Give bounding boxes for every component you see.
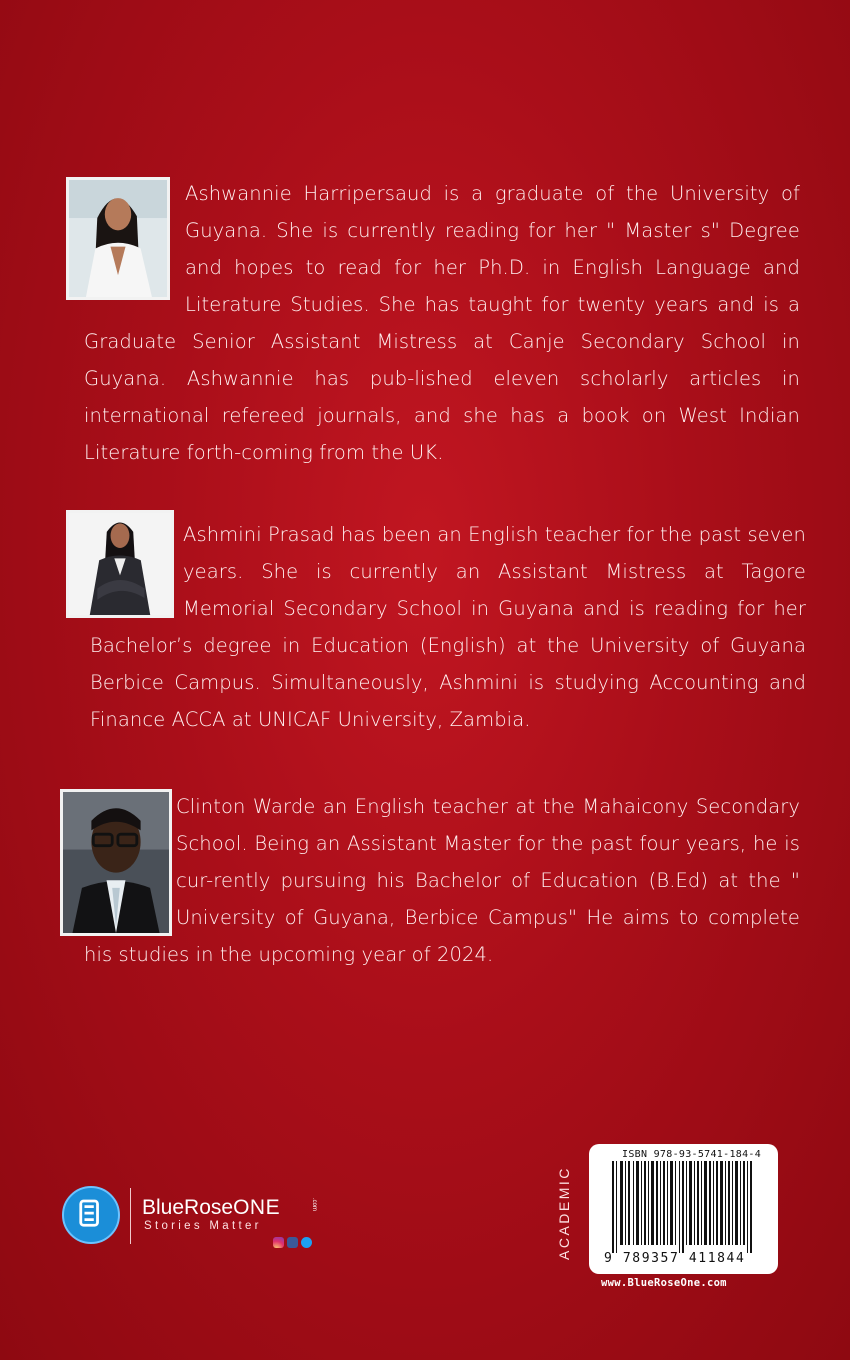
publisher-name	[142, 1196, 280, 1220]
author-photo-ashmini	[66, 510, 174, 618]
barcode-icon	[604, 1161, 764, 1253]
instagram-icon	[273, 1237, 284, 1248]
logo-divider	[130, 1188, 131, 1244]
barcode-digits: 9 789357 411844	[604, 1251, 746, 1266]
author-bio-1	[84, 175, 800, 471]
author-bio-2-text: Ashmini Prasad has been an English teacher for the past seven years. She is currently an Assistant Mistress at Tagore Memorial Secondary School in Guyana and is reading for her Bachelor’s degree in Education (English) at the University of Guyana Berbice Campus. Simultaneously, Ashmini is studying Accounting and Finance ACCA at UNICAF University, Zambia.	[90, 523, 806, 731]
author-photo-clinton	[60, 789, 172, 936]
publisher-name-accent: ONE	[233, 1196, 281, 1219]
twitter-icon	[301, 1237, 312, 1248]
publisher-tagline: Stories Matter	[144, 1220, 262, 1232]
bluerose-logo-icon	[62, 1186, 120, 1244]
isbn-label: ISBN 978-93-5741-184-4	[622, 1149, 762, 1160]
publisher-website: www.BlueRoseOne.com	[601, 1277, 727, 1289]
facebook-icon	[287, 1237, 298, 1248]
publisher-dotcom: .com	[311, 1198, 317, 1212]
author-bio-1-text: Ashwannie Harripersaud is a graduate of the University of Guyana. She is currently reading for her " Master s" Degree and hopes to read for her Ph.D. in English Language and Literature Studies. She has taught for twenty years and is a Graduate Senior Assistant Mistress at Canje Secondary School in Guyana. Ashwannie has pub-lished eleven scholarly articles in international refereed journals, and she has a book on West Indian Literature forth-coming from the UK.	[84, 182, 800, 464]
author-bio-2	[90, 516, 806, 738]
publisher-name-main: BlueRose	[142, 1196, 234, 1219]
author-bio-3	[84, 788, 800, 973]
author-bio-3-text: Clinton Warde an English teacher at the Mahaicony Secondary School. Being an Assistant Master for the past four years, he is cur-rently pursuing his Bachelor of Education (B.Ed) at the " University of Guyana, Berbice Campus" He aims to complete his studies in the upcoming year of 2024.	[84, 795, 800, 966]
author-photo-ashwannie	[66, 177, 170, 300]
category-label: ACADEMIC	[556, 1166, 572, 1260]
